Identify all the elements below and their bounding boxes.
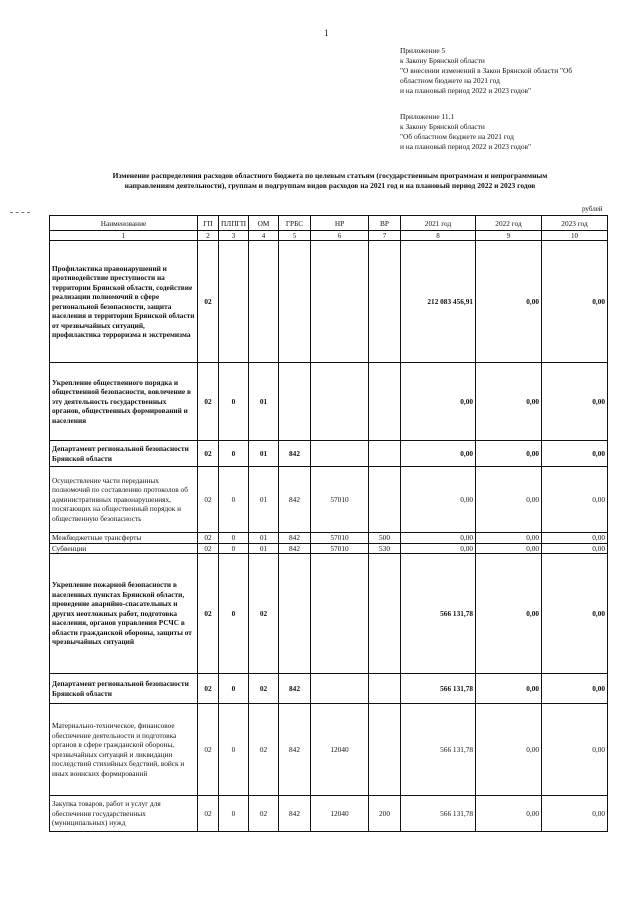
document-title-line: Изменение распределения расходов областного бюджета по целевым статьям (государственным программам и непрограммным bbox=[112, 171, 548, 180]
table-row bbox=[50, 543, 608, 554]
cell-gp: 02 bbox=[198, 674, 219, 704]
cell-plpgp: 0 bbox=[219, 796, 249, 832]
header-vr: ВР bbox=[369, 216, 401, 231]
table-row bbox=[50, 441, 608, 467]
cell-plpgp: 0 bbox=[219, 363, 249, 441]
cell-nr bbox=[311, 363, 369, 441]
header-om: ОМ bbox=[249, 216, 279, 231]
column-number-row bbox=[50, 231, 608, 241]
cell-nr: 57010 bbox=[311, 467, 369, 533]
cell-2022: 0,00 bbox=[476, 554, 542, 674]
cell-plpgp: 0 bbox=[219, 674, 249, 704]
cell-grbs: 842 bbox=[279, 467, 311, 533]
table-row bbox=[50, 241, 608, 363]
cell-vr bbox=[369, 467, 401, 533]
header-gp: ГП bbox=[198, 216, 219, 231]
cell-gp: 02 bbox=[198, 704, 219, 796]
table-row bbox=[50, 363, 608, 441]
cell-vr bbox=[369, 704, 401, 796]
cell-grbs bbox=[279, 554, 311, 674]
cell-2023: 0,00 bbox=[542, 241, 608, 363]
table-row bbox=[50, 674, 608, 704]
appendix-11-header bbox=[400, 112, 531, 152]
document-title bbox=[70, 171, 590, 191]
column-number: 5 bbox=[279, 231, 311, 241]
header-plpgp: ПЛПГП bbox=[219, 216, 249, 231]
cell-2023: 0,00 bbox=[542, 543, 608, 554]
row-name: Профилактика правонарушений и противодействие преступности на территории Брянской области, содействие реализации полномочий в сфере региональной безопасности, защита населения и территории Брянской области от чрезвычайных ситуаций, профилактика терроризма и экстремизма bbox=[50, 241, 198, 363]
cell-om: 02 bbox=[249, 704, 279, 796]
cell-2022: 0,00 bbox=[476, 796, 542, 832]
column-number: 6 bbox=[311, 231, 369, 241]
cell-2023: 0,00 bbox=[542, 467, 608, 533]
currency-unit: рублей bbox=[582, 205, 603, 213]
header-nr: НР bbox=[311, 216, 369, 231]
cell-grbs bbox=[279, 241, 311, 363]
cell-plpgp: 0 bbox=[219, 441, 249, 467]
table-row bbox=[50, 704, 608, 796]
cell-2021: 0,00 bbox=[401, 363, 476, 441]
margin-mark bbox=[10, 212, 30, 213]
cell-grbs: 842 bbox=[279, 796, 311, 832]
cell-nr bbox=[311, 554, 369, 674]
cell-2021: 0,00 bbox=[401, 543, 476, 554]
appendix-11-line: и на плановый период 2022 и 2023 годов" bbox=[400, 142, 532, 151]
cell-gp: 02 bbox=[198, 554, 219, 674]
appendix-5-line: областном бюджете на 2021 год bbox=[400, 76, 500, 85]
cell-plpgp: 0 bbox=[219, 554, 249, 674]
cell-vr: 500 bbox=[369, 533, 401, 544]
cell-nr: 12040 bbox=[311, 796, 369, 832]
cell-vr: 200 bbox=[369, 796, 401, 832]
cell-om bbox=[249, 241, 279, 363]
cell-vr bbox=[369, 441, 401, 467]
cell-plpgp bbox=[219, 241, 249, 363]
cell-om: 02 bbox=[249, 796, 279, 832]
row-name: Департамент региональной безопасности Брянской области bbox=[50, 441, 198, 467]
cell-vr bbox=[369, 241, 401, 363]
cell-gp: 02 bbox=[198, 363, 219, 441]
column-number: 8 bbox=[401, 231, 476, 241]
cell-2023: 0,00 bbox=[542, 796, 608, 832]
column-number: 1 bbox=[50, 231, 198, 241]
cell-nr bbox=[311, 441, 369, 467]
table-row bbox=[50, 796, 608, 832]
row-name: Межбюджетные трансферты bbox=[50, 533, 198, 544]
row-name: Укрепление общественного порядка и общественной безопасности, вовлечение в эту деятельность государственных органов, общественных формирований и населения bbox=[50, 363, 198, 441]
cell-gp: 02 bbox=[198, 543, 219, 554]
cell-2022: 0,00 bbox=[476, 543, 542, 554]
cell-om: 01 bbox=[249, 467, 279, 533]
appendix-11-line: "Об областном бюджете на 2021 год bbox=[400, 132, 514, 141]
cell-2021: 212 083 456,91 bbox=[401, 241, 476, 363]
row-name: Осуществление части переданных полномочий по составлению протоколов об административных правонарушениях, посягающих на общественный порядок и общественную безопасность bbox=[50, 467, 198, 533]
cell-2023: 0,00 bbox=[542, 704, 608, 796]
cell-vr: 530 bbox=[369, 543, 401, 554]
cell-gp: 02 bbox=[198, 441, 219, 467]
header-2023: 2023 год bbox=[542, 216, 608, 231]
cell-nr bbox=[311, 241, 369, 363]
cell-2023: 0,00 bbox=[542, 554, 608, 674]
cell-nr: 57010 bbox=[311, 543, 369, 554]
cell-2023: 0,00 bbox=[542, 674, 608, 704]
cell-plpgp: 0 bbox=[219, 543, 249, 554]
cell-vr bbox=[369, 554, 401, 674]
header-2021: 2021 год bbox=[401, 216, 476, 231]
cell-grbs: 842 bbox=[279, 543, 311, 554]
cell-2022: 0,00 bbox=[476, 467, 542, 533]
header-grbs: ГРБС bbox=[279, 216, 311, 231]
appendix-5-line: и на плановый период 2022 и 2023 годов" bbox=[400, 86, 532, 95]
cell-om: 01 bbox=[249, 543, 279, 554]
appendix-11-line: к Закону Брянской области bbox=[400, 122, 485, 131]
row-name: Департамент региональной безопасности Брянской области bbox=[50, 674, 198, 704]
cell-om: 01 bbox=[249, 363, 279, 441]
cell-2022: 0,00 bbox=[476, 674, 542, 704]
appendix-5-line: Приложение 5 bbox=[400, 46, 446, 55]
cell-2023: 0,00 bbox=[542, 533, 608, 544]
row-name: Укрепление пожарной безопасности в населенных пунктах Брянской области, проведение аварийно-спасательных и других неотложных работ, подготовка населения, органов управления РСЧС в области гражданской обороны, защиты от чрезвычайных ситуаций bbox=[50, 554, 198, 674]
cell-2022: 0,00 bbox=[476, 363, 542, 441]
table-header-row bbox=[50, 216, 608, 231]
cell-nr: 12040 bbox=[311, 704, 369, 796]
column-number: 7 bbox=[369, 231, 401, 241]
appendix-5-line: к Закону Брянской области bbox=[400, 56, 485, 65]
cell-om: 02 bbox=[249, 674, 279, 704]
cell-nr: 57010 bbox=[311, 533, 369, 544]
column-number: 3 bbox=[219, 231, 249, 241]
table-row bbox=[50, 554, 608, 674]
appendix-5-header bbox=[400, 46, 572, 96]
cell-gp: 02 bbox=[198, 241, 219, 363]
column-number: 2 bbox=[198, 231, 219, 241]
cell-2023: 0,00 bbox=[542, 441, 608, 467]
cell-2021: 0,00 bbox=[401, 441, 476, 467]
cell-2022: 0,00 bbox=[476, 241, 542, 363]
cell-om: 01 bbox=[249, 533, 279, 544]
cell-om: 02 bbox=[249, 554, 279, 674]
table-row bbox=[50, 533, 608, 544]
cell-2021: 0,00 bbox=[401, 533, 476, 544]
table-row bbox=[50, 467, 608, 533]
cell-2022: 0,00 bbox=[476, 533, 542, 544]
cell-2021: 566 131,78 bbox=[401, 554, 476, 674]
appendix-5-line: "О внесении изменений в Закон Брянской области "Об bbox=[400, 66, 573, 75]
page-number: 1 bbox=[324, 28, 329, 38]
cell-gp: 02 bbox=[198, 533, 219, 544]
row-name: Закупка товаров, работ и услуг для обеспечения государственных (муниципальных) нужд bbox=[50, 796, 198, 832]
cell-grbs: 842 bbox=[279, 674, 311, 704]
cell-om: 01 bbox=[249, 441, 279, 467]
cell-grbs bbox=[279, 363, 311, 441]
column-number: 9 bbox=[476, 231, 542, 241]
header-name: Наименование bbox=[50, 216, 198, 231]
cell-nr bbox=[311, 674, 369, 704]
cell-2022: 0,00 bbox=[476, 441, 542, 467]
cell-grbs: 842 bbox=[279, 533, 311, 544]
cell-gp: 02 bbox=[198, 796, 219, 832]
appendix-11-line: Приложение 11.1 bbox=[400, 112, 455, 121]
cell-2023: 0,00 bbox=[542, 363, 608, 441]
cell-2022: 0,00 bbox=[476, 704, 542, 796]
header-2022: 2022 год bbox=[476, 216, 542, 231]
cell-2021: 0,00 bbox=[401, 467, 476, 533]
column-number: 4 bbox=[249, 231, 279, 241]
cell-plpgp: 0 bbox=[219, 467, 249, 533]
cell-2021: 566 131,78 bbox=[401, 796, 476, 832]
cell-2021: 566 131,78 bbox=[401, 704, 476, 796]
cell-grbs: 842 bbox=[279, 441, 311, 467]
document-title-line: направлениям деятельности), группам и подгруппам видов расходов на 2021 год и на плановый период 2022 и 2023 годов bbox=[124, 181, 536, 190]
cell-gp: 02 bbox=[198, 467, 219, 533]
cell-vr bbox=[369, 363, 401, 441]
cell-2021: 566 131,78 bbox=[401, 674, 476, 704]
budget-table bbox=[49, 215, 608, 832]
cell-plpgp: 0 bbox=[219, 704, 249, 796]
cell-vr bbox=[369, 674, 401, 704]
row-name: Материально-техническое, финансовое обеспечение деятельности и подготовка органов в сфере гражданской обороны, чрезвычайных ситуаций и ликвидации последствий стихийных бедствий, войск и иных воинских формирований bbox=[50, 704, 198, 796]
row-name: Субвенции bbox=[50, 543, 198, 554]
cell-grbs: 842 bbox=[279, 704, 311, 796]
cell-plpgp: 0 bbox=[219, 533, 249, 544]
column-number: 10 bbox=[542, 231, 608, 241]
